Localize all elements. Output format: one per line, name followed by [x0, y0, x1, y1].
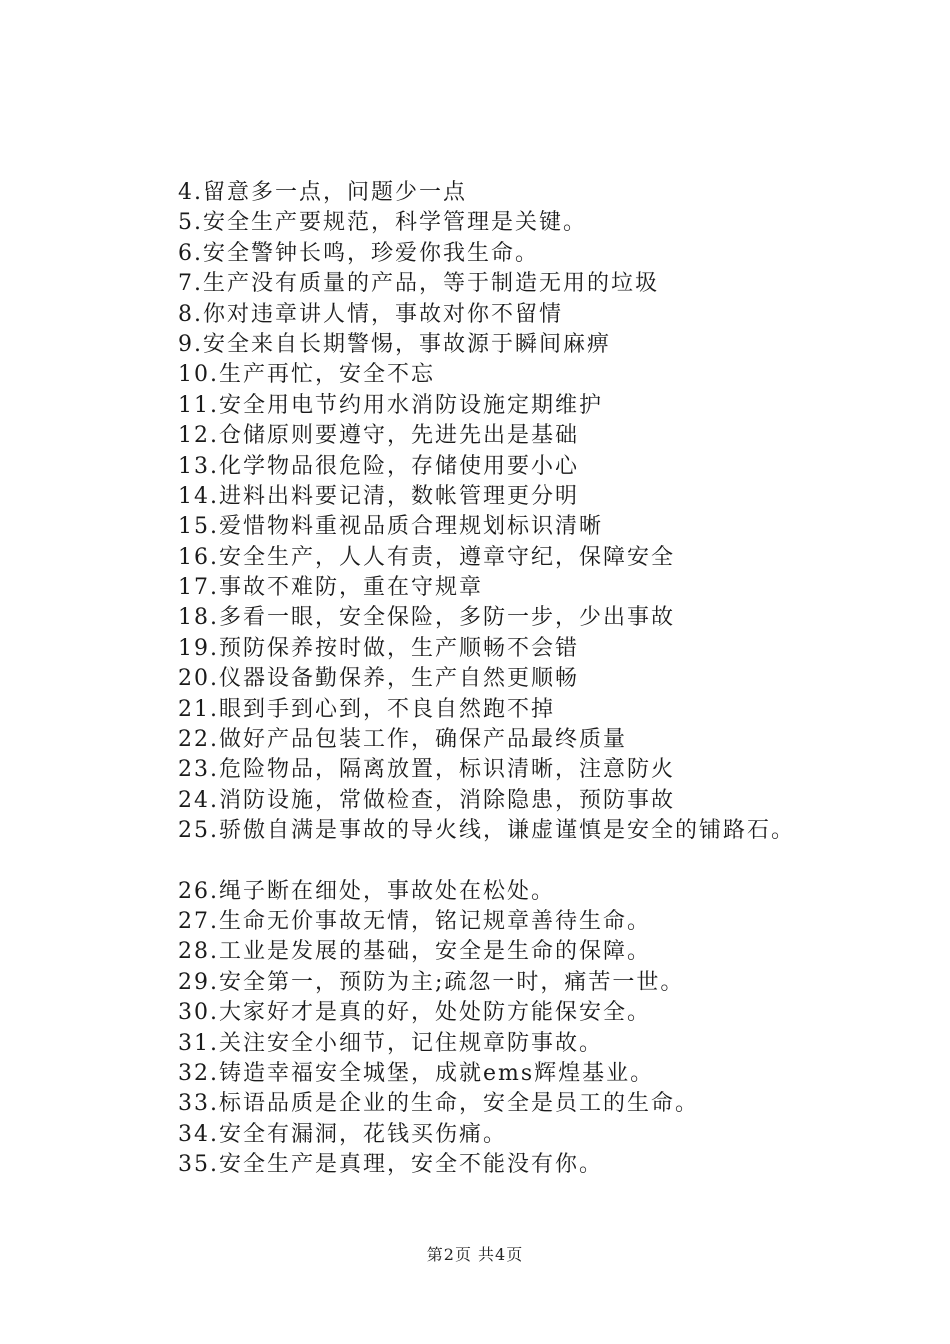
list-item: 5.安全生产要规范，科学管理是关键。: [178, 210, 587, 236]
list-item: 25.骄傲自满是事故的导火线，谦虚谨慎是安全的铺路石。: [178, 818, 795, 844]
list-item: 20.仪器设备勤保养，生产自然更顺畅: [178, 666, 579, 692]
list-item: 23.危险物品，隔离放置，标识清晰，注意防火: [178, 757, 675, 783]
paragraph-gap: [178, 847, 878, 877]
list-item: 27.生命无价事故无情，铭记规章善待生命。: [178, 908, 651, 934]
list-item: 11.安全用电节约用水消防设施定期维护: [178, 392, 603, 418]
list-item: 15.爱惜物料重视品质合理规划标识清晰: [178, 514, 603, 540]
list-item: 12.仓储原则要遵守，先进先出是基础: [178, 423, 579, 449]
list-item: 34.安全有漏洞，花钱买伤痛。: [178, 1121, 507, 1147]
list-item: 4.留意多一点，问题少一点: [178, 180, 467, 205]
list-item: 13.化学物品很危险，存储使用要小心: [178, 453, 579, 479]
page-number-footer: 第2页 共4页: [426, 1245, 524, 1264]
list-item: 18.多看一眼，安全保险，多防一步，少出事故: [178, 605, 675, 631]
list-item: 33.标语品质是企业的生命，安全是员工的生命。: [178, 1091, 699, 1117]
list-item: 30.大家好才是真的好，处处防方能保安全。: [178, 1000, 651, 1026]
list-item: 14.进料出料要记清，数帐管理更分明: [178, 483, 579, 509]
list-item: 21.眼到手到心到，不良自然跑不掉: [178, 696, 555, 722]
list-item: 7.生产没有质量的产品，等于制造无用的垃圾: [178, 271, 659, 297]
list-item: 6.安全警钟长鸣，珍爱你我生命。: [178, 240, 539, 266]
list-item: 26.绳子断在细处，事故处在松处。: [178, 878, 555, 904]
list-item: 22.做好产品包装工作，确保产品最终质量: [178, 727, 627, 753]
list-item: 17.事故不难防，重在守规章: [178, 575, 483, 601]
list-item: 24.消防设施，常做检查，消除隐患，预防事故: [178, 787, 675, 813]
list-item: 8.你对违章讲人情，事故对你不留情: [178, 301, 563, 327]
list-item: 9.安全来自长期警惕，事故源于瞬间麻痹: [178, 331, 611, 357]
list-item: 29.安全第一，预防为主;疏忽一时，痛苦一世。: [178, 969, 685, 995]
list-item: 28.工业是发展的基础，安全是生命的保障。: [178, 939, 651, 965]
list-item: 35.安全生产是真理，安全不能没有你。: [178, 1152, 603, 1178]
list-item: 32.铸造幸福安全城堡，成就ems辉煌基业。: [178, 1060, 655, 1086]
list-item: 19.预防保养按时做，生产顺畅不会错: [178, 635, 579, 661]
list-item: 10.生产再忙，安全不忘: [178, 362, 435, 388]
slogan-list: [178, 178, 878, 1181]
list-item: 31.关注安全小细节，记住规章防事故。: [178, 1030, 603, 1056]
list-item: 16.安全生产，人人有责，遵章守纪，保障安全: [178, 544, 675, 570]
